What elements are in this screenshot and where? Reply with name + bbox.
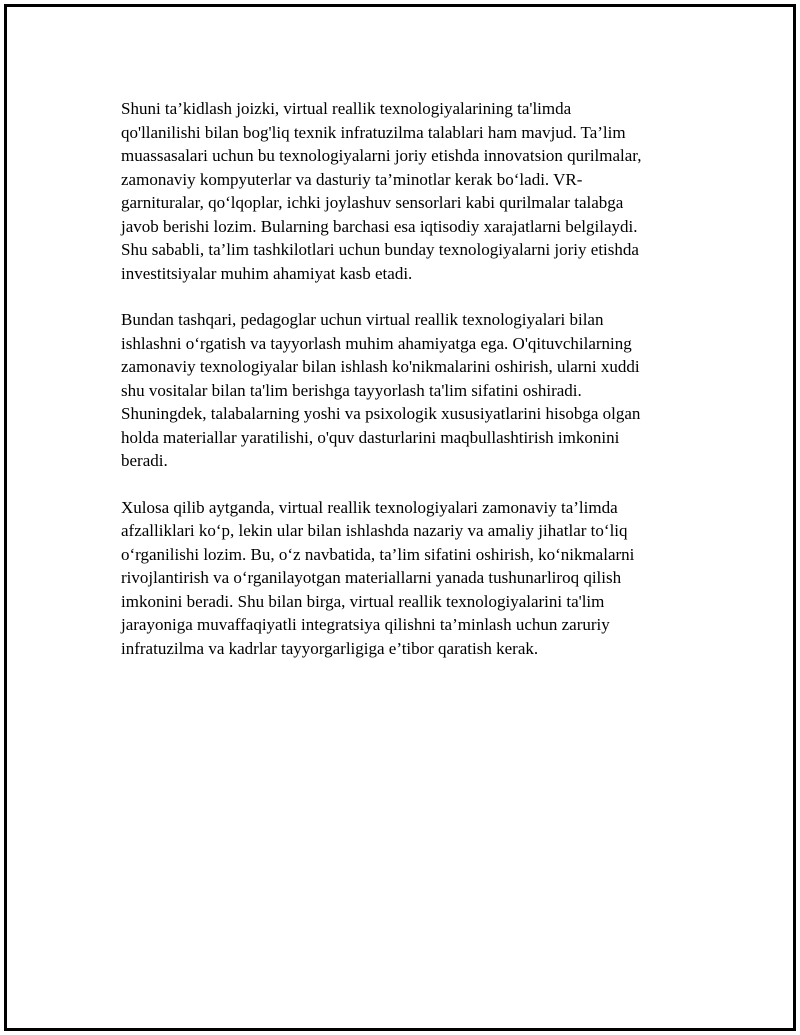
text-line: holda materiallar yaratilishi, o'quv dasturlarini maqbullashtirish imkonini (121, 427, 620, 447)
text-line: Shuni ta’kidlash joizki, virtual reallik texnologiyalarining ta'limda (121, 99, 572, 118)
text-line: afzalliklari ko‘p, lekin ular bilan ishlashda nazariy va amaliy jihatlar to‘liq (121, 521, 628, 540)
text-line: jarayoniga muvaffaqiyatli integratsiya qilishni ta’minlash uchun zaruriy (121, 615, 610, 634)
text-line: zamonaviy kompyuterlar va dasturiy ta’minotlar kerak bo‘ladi. VR- (121, 169, 583, 189)
text-line: imkonini beradi. Shu bilan birga, virtual reallik texnologiyalarini ta'lim (121, 591, 605, 611)
text-line: javob berishi lozim. Bularning barchasi esa iqtisodiy xarajatlarni belgilaydi. (121, 216, 638, 236)
text-line: o‘rganilishi lozim. Bu, o‘z navbatida, ta’lim sifatini oshirish, ko‘nikmalarni (121, 544, 635, 564)
text-line: garnituralar, qo‘lqoplar, ichki joylashuv sensorlari kabi qurilmalar talabga (121, 193, 624, 212)
text-line: Bundan tashqari, pedagoglar uchun virtual reallik texnologiyalari bilan (121, 310, 604, 329)
text-line: ishlashni o‘rgatish va tayyorlash muhim ahamiyatga ega. O'qituvchilarning (121, 333, 632, 353)
text-line: qo'llanilishi bilan bog'liq texnik infratuzilma talablari ham mavjud. Ta’lim (121, 122, 626, 142)
paragraph-teacher-training (121, 308, 701, 473)
page-frame (4, 4, 796, 1031)
text-line: Shu sababli, ta’lim tashkilotlari uchun bunday texnologiyalarni joriy etishda (121, 240, 639, 259)
text-line: beradi. (121, 451, 168, 470)
paragraph-conclusion (121, 496, 701, 661)
text-line: muassasalari uchun bu texnologiyalarni joriy etishda innovatsion qurilmalar, (121, 146, 642, 165)
text-line: zamonaviy texnologiyalar bilan ishlash ko'nikmalarini oshirish, ularni xuddi (121, 357, 640, 376)
text-line: Shuningdek, talabalarning yoshi va psixologik xususiyatlarini hisobga olgan (121, 404, 641, 423)
document-body (121, 97, 701, 683)
text-line: investitsiyalar muhim ahamiyat kasb etadi. (121, 263, 413, 283)
paragraph-infrastructure (121, 97, 701, 285)
text-line: infratuzilma va kadrlar tayyorgarligiga e’tibor qaratish kerak. (121, 638, 539, 658)
text-line: shu vositalar bilan ta'lim berishga tayyorlash ta'lim sifatini oshiradi. (121, 380, 582, 400)
text-line: Xulosa qilib aytganda, virtual reallik texnologiyalari zamonaviy ta’limda (121, 497, 618, 517)
text-line: rivojlantirish va o‘rganilayotgan materiallarni yanada tushunarliroq qilish (121, 568, 622, 587)
